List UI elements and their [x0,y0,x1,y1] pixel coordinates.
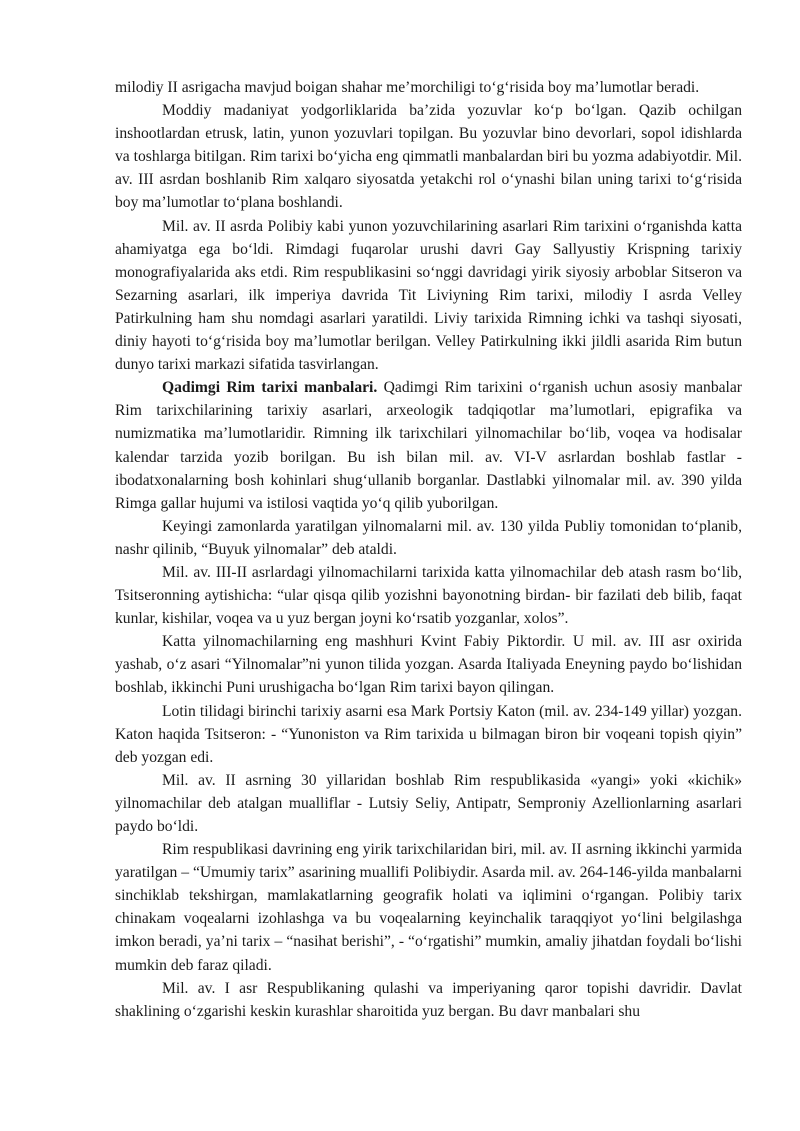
paragraph-annalists [115,561,742,630]
section-heading: Qadimgi Rim tarixi manbalari. [162,379,378,397]
paragraph-inscriptions [115,99,742,214]
paragraph-text: Lotin tilidagi birinchi tarixiy asarni esa Mark Portsiy Katon (mil. av. 234-149 yillar) yozgan. Katon haqida Tsitseron: - “Yunoniston va Rim tarixida u bilmagan biron bir voqeani topish qiyin” deb yozgan edi. [115,702,742,766]
paragraph-text: Moddiy madaniyat yodgorliklarida ba’zida yozuvlar ko‘p bo‘lgan. Qazib ochilgan inshootlardan etrusk, latin, yunon yozuvlari topilgan. Bu yozuvlar bino devorlari, sopol idishlarda va toshlarga bitilgan. Rim tarixi bo‘yicha eng qimmatli manbalardan biri bu yozma adabiyotdir. Mil. av. III asrdan boshlanib Rim xalqaro siyosatda yetakchi rol o‘ynashi bilan uning tarixi to‘g‘risida boy ma’lumotlar to‘plana boshlandi. [115,102,742,212]
paragraph-fabius [115,630,742,699]
paragraph-text: milodiy II asrigacha mavjud boigan shahar me’morchiligi to‘g‘risida boy ma’lumotlar beradi. [115,79,700,96]
paragraph-first-century [115,977,742,1023]
paragraph-text: Rim respublikasi davrining eng yirik tarixchilaridan biri, mil. av. II asrning ikkinchi yarmida yaratilgan – “Umumiy tarix” asarining muallifi Polibiydir. Asarda mil. av. 264-146-yilda manbalarni sinchiklab tekshirgan, mamlakatlarning geografik holati va iqlimini o‘rgangan. Polibiy tarix chinakam voqealarni izohlashga va bu voqealarning keyinchalik taraqqiyot yo‘lini belgilashga imkon beradi, ya’ni tarix – “nasihat berishi”, - “o‘rgatishi” mumkin, amaliy jihatdan foydali bo‘lishi mumkin deb faraz qiladi. [115,841,742,974]
document-page [115,76,742,1023]
paragraph-text: Katta yilnomachilarning eng mashhuri Kvint Fabiy Piktordir. U mil. av. III asr oxirida yashab, o‘z asari “Yilnomalar”ni yunon tilida yozgan. Asarda Italiyada Eneyning paydo bo‘lishidan boshlab, ikkinchi Puni urushigacha bo‘lgan Rim tarixi bayon qilingan. [115,633,742,697]
paragraph-text: Keyingi zamonlarda yaratilgan yilnomalarni mil. av. 130 yilda Publiy tomonidan to‘planib, nashr qilinib, “Buyuk yilnomalar” deb ataldi. [115,517,742,558]
paragraph-continuation [115,76,742,99]
paragraph-text: Mil. av. I asr Respublikaning qulashi va imperiyaning qaror topishi davridir. Davlat shaklining o‘zgarishi keskin kurashlar sharoitida yuz bergan. Bu davr manbalari shu [115,979,742,1020]
paragraph-cato [115,700,742,769]
paragraph-text: Qadimgi Rim tarixini o‘rganish uchun asosiy manbalar Rim tarixchilarining tarixiy asarlari, arxeologik tadqiqotlar ma’lumotlari, epigrafika va numizmatika ma’lumotlaridir. Rimning ilk tarixchilari yilnomachilar bo‘lib, voqea va hodisalar kalendar tarzida yozib borilgan. Bu ish bilan mil. av. VI-V asrlardan boshlab fastlar - ibodatxonalarning bosh kohinlari shug‘ullanib borganlar. Dastlabki yilnomalar mil. av. 390 yilda Rimga gallar hujumi va istilosi vaqtida yo‘q qilib yuborilgan. [115,379,742,512]
paragraph-text: Mil. av. III-II asrlardagi yilnomachilarni tarixida katta yilnomachilar deb atash rasm bo‘lib, Tsitseronning aytishicha: “ular qisqa qilib yozishni bayonotning birdan- bir fazilati deb bilib, faqat kunlar, kishilar, voqea va u yuz bergan joyni ko‘rsatib yozganlar, xolos”. [115,563,742,628]
paragraph-historians [115,215,742,377]
paragraph-annals [115,515,742,561]
paragraph-younger-annalists [115,769,742,838]
paragraph-sources [115,376,742,515]
paragraph-polybius [115,838,742,977]
paragraph-text: Mil. av. II asrning 30 yillaridan boshlab Rim respublikasida «yangi» yoki «kichik» yilnomachilar deb atalgan mualliflar - Lutsiy Seliy, Antipatr, Semproniy Azellionlarning asarlari paydo bo‘ldi. [115,771,742,835]
paragraph-text: Mil. av. II asrda Polibiy kabi yunon yozuvchilarining asarlari Rim tarixini o‘rganishda katta ahamiyatga ega bo‘ldi. Rimdagi fuqarolar urushi davri Gay Sallyustiy Krispning tarixiy monografiyalarida aks etdi. Rim respublikasini so‘nggi davridagi yirik siyosiy arboblar Sitseron va Sezarning asarlari, ilk imperiya davrida Tit Liviyning Rim tarixi, milodiy I asrda Velley Patirkulning ham shu nomdagi asarlari yaratildi. Liviy tarixida Rimning ichki va tashqi siyosati, diniy hayoti to‘g‘risida boy ma’lumotlar berilgan. Velley Patirkulning ikki jildli asarida Rim butun dunyo tarixi markazi sifatida tasvirlangan. [115,217,742,374]
